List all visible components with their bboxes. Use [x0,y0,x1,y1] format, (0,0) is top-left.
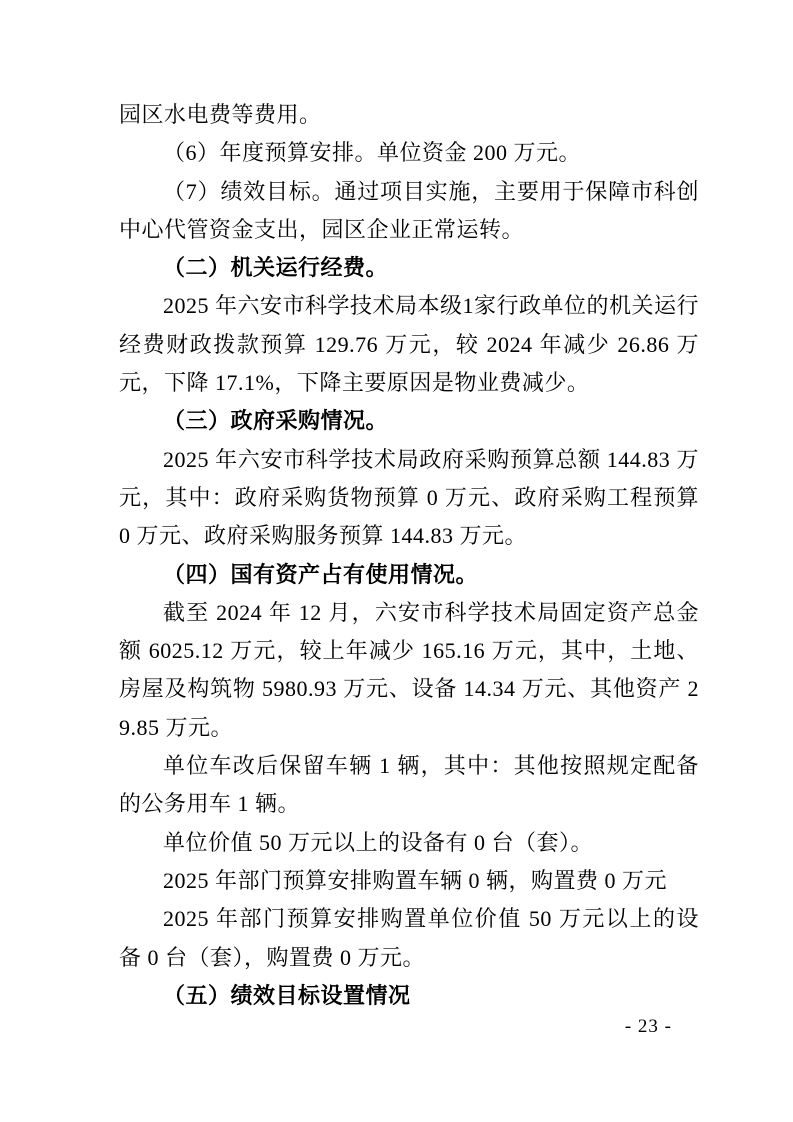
paragraph: 2025 年六安市科学技术局本级1家行政单位的机关运行经费财政拨款预算 129.76 万元，较 2024 年减少 26.86 万元，下降 17.1%，下降主要原因是物业费减少。 [119,293,700,396]
paragraph: 单位车改后保留车辆 1 辆，其中：其他按照规定配备的公务用车 1 辆。 [119,753,699,817]
paragraph: 2025 年六安市科学技术局政府采购预算总额 144.83 万元，其中：政府采购货物预算 0 万元、政府采购工程预算 0 万元、政府采购服务预算 144.83 万元。 [119,446,699,549]
paragraph: 2025 年部门预算安排购置车辆 0 辆，购置费 0 万元 [163,867,668,893]
section-heading: （四）国有资产占有使用情况。 [163,561,479,587]
paragraph: 园区水电费等费用。 [119,102,322,127]
section-heading: （二）机关运行经费。 [163,255,389,281]
paragraph: 2025 年部门预算安排购置单位价值 50 万元以上的设备 0 台（套），购置费 0 万元。 [119,906,699,970]
section-heading: （五）绩效目标设置情况 [163,982,411,1008]
paragraph: （7）绩效目标。通过项目实施，主要用于保障市科创中心代管资金支出，园区企业正常运转。 [119,178,699,242]
paragraph: （6）年度预算安排。单位资金 200 万元。 [163,140,582,166]
page-number: - 23 - [624,1016,672,1037]
paragraph: 截至 2024 年 12 月，六安市科学技术局固定资产总金额 6025.12 万元，较上年减少 165.16 万元，其中，土地、房屋及构筑物 5980.93 万元、设备 14.34 万元、其他资产 29.85 万元。 [119,599,699,740]
document-body [119,96,699,1015]
page-footer [625,1016,672,1038]
section-heading: （三）政府采购情况。 [163,408,389,434]
paragraph: 单位价值 50 万元以上的设备有 0 台（套）。 [163,829,594,855]
